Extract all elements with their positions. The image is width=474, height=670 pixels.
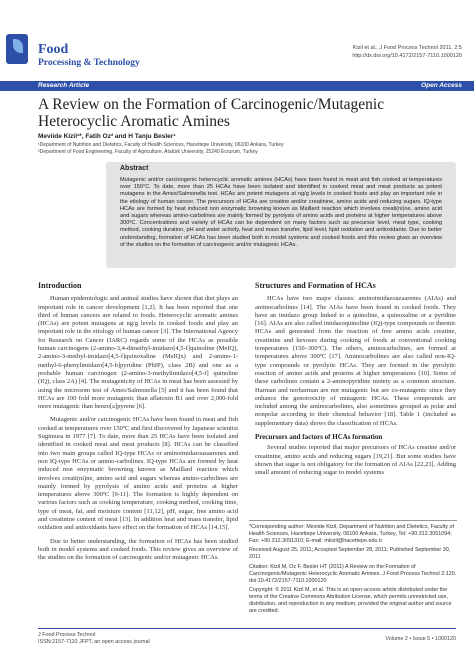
abstract-text: Mutagenic and/or carcinogenic heterocyclic aromatic amines (HCAs) have been found in meat and fish cooked at temperatures over 150°C. To date, more than 25 HCAs have been isolated and identified in cooked meat and meat products as potent mutagens in the Ames/Salmonella test. HCAs are potent mutagens at ng/g levels in cooked foods and play an important role in the etiology of human cancer. The precursors of HCAs are creatine and/or creatinine, amino acids and reducing sugars. IQ-type HCAs are formed by heat induced non enzymatic browning known as Maillard reaction which involves creati(ni)ne, amino acid and sugars whereas amino-carbolines are mainly formed by pyrolysis of amino acids and proteins at higher temperatures above 300ºC. Concentrations and variety of HCAs can be dependent on many factors such as precursor level, meat type, cooking method, cooking duration, pH and water activity, heat and mass transfer, lipid level, lipid oxidation and antioxidants. Due to better understanding, formation of HCAs has been studied both in model systems and cooked foods and this review gives an overview of the studies on the formation of carcinogenic and/or mutagenic HCAs.	[120, 177, 442, 248]
journal-subtitle: Processing & Technology	[38, 58, 140, 68]
journal-header	[0, 0, 474, 78]
section-heading-introduction: Introduction	[38, 281, 82, 290]
corresponding-author: *Corresponding author: Meviide Kizil, Department of Nutrition and Dietetics, Faculty of Health Sciences, Hacettepe University, 06100 Ankara, Turkey, Tel: +90.312.3051094; Fax: +90.312.3091310; E-mail: mkizil@hacettepe.edu.tr	[249, 524, 454, 544]
article-dates: Received August 25, 2011; Accepted September 28, 2011; Published September 30, 2011	[249, 547, 451, 561]
copyright-notice: Copyright: © 2011 Kizil M, et al. This is an open-access article distributed under the terms of the Creative Commons Attribution License, which permits unrestricted use, distribution, and reproduction in any medium, provided the original author and source are credited.	[249, 587, 452, 614]
footer-volume: Volume 2 • Issue 5 • 1000120	[385, 636, 456, 642]
abstract-heading: Abstract	[120, 165, 149, 172]
subsection-heading-precursors: Precursors and factors of HCAs formation	[255, 433, 383, 442]
article-type-label: Research Article	[38, 82, 90, 89]
header-citation	[352, 44, 462, 60]
footer-issn: ISSN:2157-7110 JFPT, an open access journal	[38, 639, 150, 645]
footer-left	[38, 632, 150, 646]
article-authors: Meviide Kizil¹*, Fatih Oz² and H Tanju Besler¹	[38, 133, 176, 140]
article-title: A Review on the Formation of Carcinogenic/Mutagenic Heterocyclic Aromatic Amines	[38, 96, 385, 130]
article-type-banner	[0, 81, 474, 91]
affiliation-1: ¹Department of Nutrition and Dietetics, Faculty of Health Sciences, Hacettepe University, 06100 Ankara, Turkey	[38, 142, 284, 148]
citation-line: Kizil et al., J Food Process Technol 2011, 2:5	[352, 45, 462, 51]
paragraph: Several studies reported that major precursors of HCAs creatine and/or creatinine, amino acids and reducing sugars [19,21]. But some studies have shown that sugar is not obligatory for the formation of AIAs [22,23]. Adding small amount of reducing sugar to model systems	[255, 444, 456, 477]
doi-link[interactable]: http://dx.doi.org/10.4172/2157-7110.1000120	[352, 53, 462, 59]
correspondence-box	[249, 520, 457, 618]
footer-journal: J Food Process Technol	[38, 632, 96, 638]
right-column	[255, 282, 456, 483]
paragraph: Due to better understanding, the formation of HCAs has been studied both in model systems and cooked foods. This review gives an overview of the studies on the formation of carcinogenic and/or mutagenic HCAs.	[38, 537, 238, 562]
abstract-box	[106, 162, 456, 268]
journal-name: Food	[38, 42, 69, 57]
left-column	[38, 282, 238, 568]
paragraph: Human epidemiologic and animal studies have shown that diet plays an important role in cancer development [1,2]. It has been reported that one third of human cancers are related to foods. Heterocyclic aromatic amines (HCAs) are potent mutagens at ng/g levels in cooked foods and play an important role in the etiology of human cancer [3]. The International Agency for Research on Cancer (IARC) regards some of the HCAs as possible human carcinogens (2-amino-3,4-dimethyl-imidazo[4,5-f]quinoline (MeIQ), 2-amino-3-methyl-imidazo[4,5-f]quinoxaline (MeIQx) and 2-amino-1-methyl-6-phenylimidazo[4,5-b]pyridine (PhIP), class 2B) and one as a probable human carcinogen (2-amino-3-methylimidazo[4,5-f] quinoline (IQ), class 2A) [4]. The mutagenicity of HCAs in meat has been assessed by using the microsom test of Ames/Salmonella [5] and it has been found that HCAs are 100 fold more mutagenic than aflatoxin B1 and over 2,000-fold more mutagenic than benzo[a]pyrene [6].	[38, 295, 238, 411]
footer-divider	[38, 628, 456, 629]
open-access-label: Open Access	[421, 82, 462, 89]
affiliation-2: ²Department of Food Engineering, Faculty of Agriculture, Atatürk University, 25240 Erzurum, Turkey	[38, 149, 258, 155]
section-heading-structures: Structures and Formation of HCAs	[255, 281, 376, 290]
paragraph: Mutagenic and/or carcinogenic HCAs have been found in meat and fish cooked at temperatures over 150ºC and first discovered by Japanese scientist Sugimura in 1977 [7]. To date, more than 25 HCAs have been isolated and identified in cooked meat and meat products [8]. HCAs can be classified into two main groups called IQ-type HCAs or aminoimidazoazaarenes and non IQ-type HCAs or amino-carbolines. IQ-type HCAs are formed by heat induced non enzymatic browning known as Maillard reaction which involves creati(ni)ne, amino acid and sugars whereas amino-carbolines are mainly formed by pyrolysis of amino acids and proteins at higher temperatures above 300ºC [9-11]. The formation is highly dependent on various factors such as cooking temperature, cooking method, cooking time, type of meat, fat, and moisture content [11,12], pH, sugar, free amino acid and creatinine content of meat [13]. In addition heat and mass transfer, lipid oxidation and antioxidants have effect on the formation of HCAs [14,15].	[38, 416, 238, 532]
article-citation: Citation: Kizil M, Oz F, Besler HT (2011) A Review on the Formation of Carcinogenic/Mutagenic Heterocyclic Aromatic Amines. J Food Process Technol 2:120. doi:10.4172/2157-7110.1000120	[249, 563, 457, 584]
paragraph: HCAs have two major classes: aminoimidazoazaarenes (AIAs) and aminocarbolines [14]. The AIAs have been found in cooked foods. They have an imidazo group linked to a quinoline, a quinoxaline or a pyridine [16]. AIAs are also called imidazoquinoline (IQ)-type compounds or thermic HCAs and generated from the reaction of free amino acids creatine, creatinine and hexoses during cooking of foods at conventional cooking temperatures (150–300ºC). The others, aminocarbolines, are formed at temperatures above 300ºC [17]. Aminocarbolines are also called non-IQ-type compounds or pyrolytic HCAs. They are formed in the pyrolytic reaction of amino acids and proteins at higher temperatures [10]. Some of these carbolines contain a 2-aminopyridine moiety as a common structure. Harman and norharman are not mutagenic but are co-mutagenic since they enhance the genotoxicity of mutagenic HCAs. These compounds are included among the aminocarbolines, also sometimes grouped as polar and nonpolar according to their chemical behavior [18]. Table 1 (included as supplementary data) shows the classification of HCAs.	[255, 295, 456, 427]
